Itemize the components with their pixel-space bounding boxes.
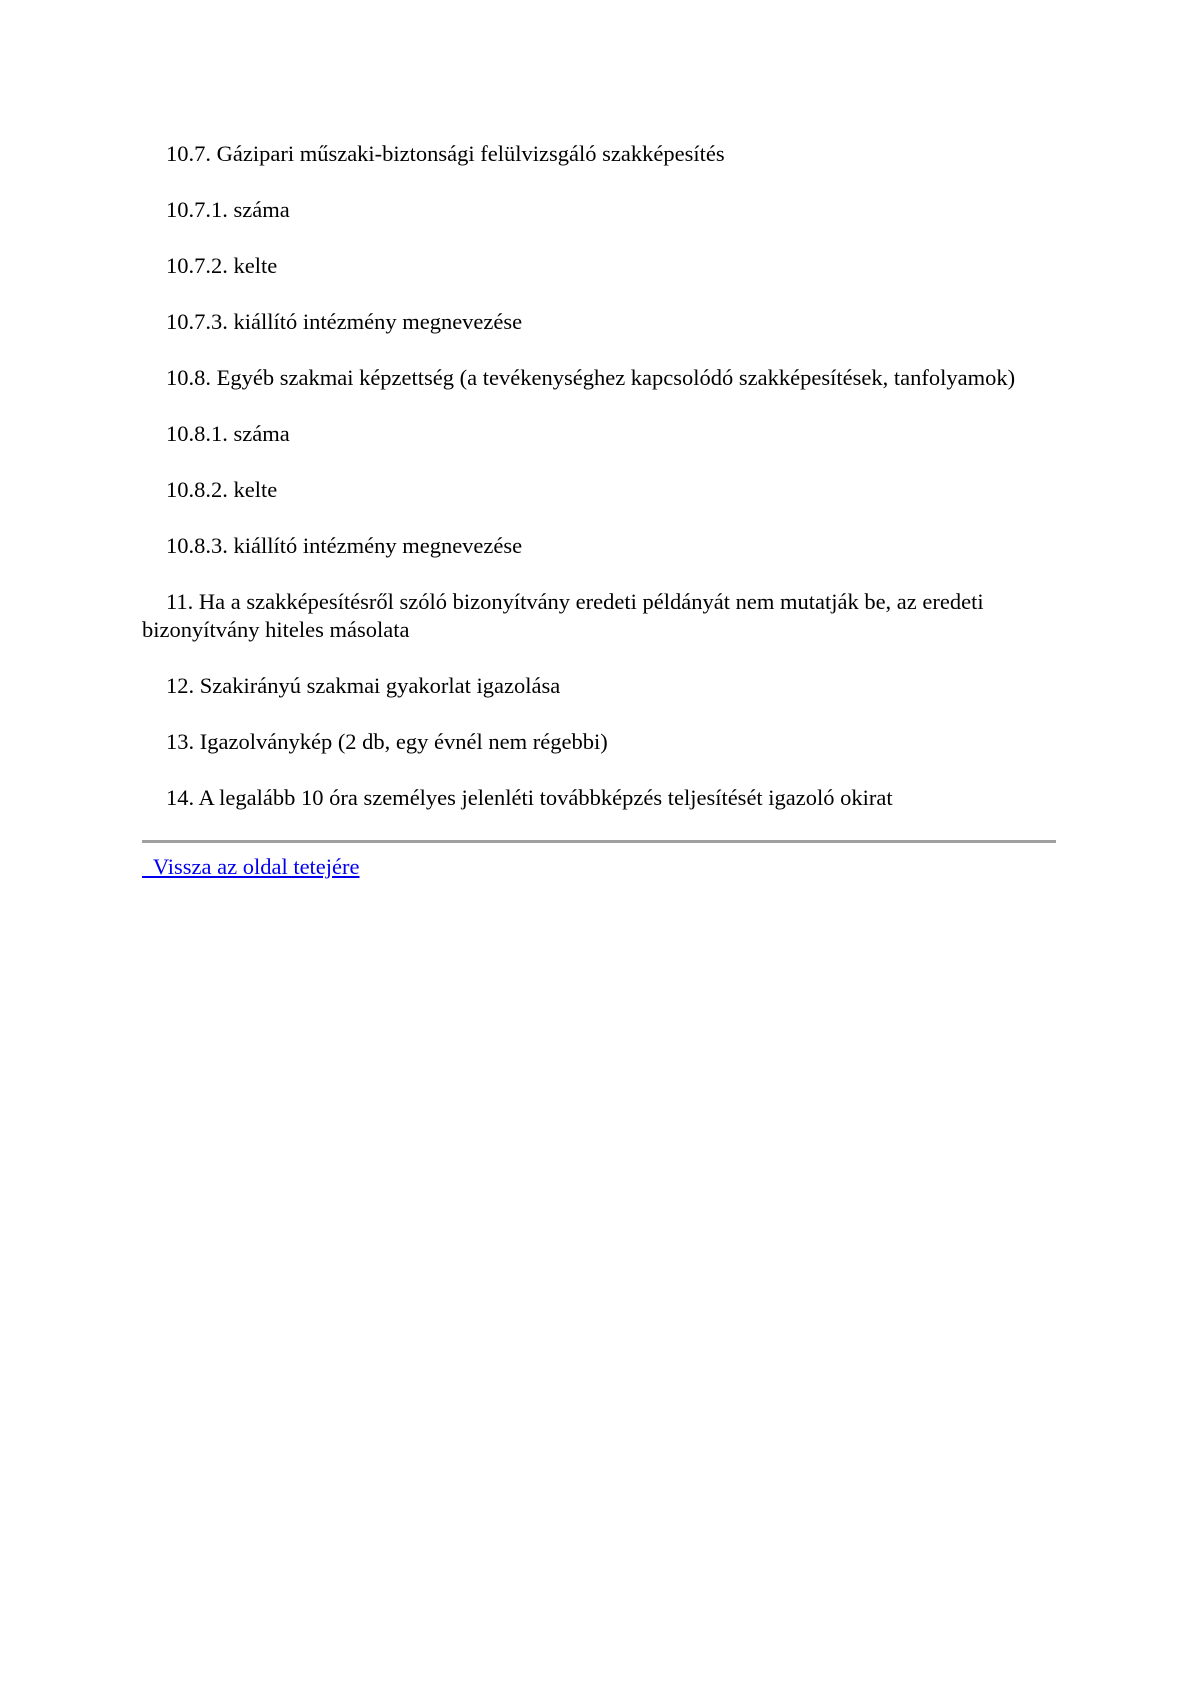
- back-to-top-link[interactable]: Vissza az oldal tetejére: [142, 854, 360, 879]
- list-item: 10.7.2. kelte: [166, 253, 278, 278]
- list-item: 10.8.2. kelte: [166, 477, 278, 502]
- list-item: 12. Szakirányú szakmai gyakorlat igazolása: [166, 673, 561, 698]
- list-item: 11. Ha a szakképesítésről szóló bizonyítvány eredeti példányát nem mutatják be, az eredeti bizonyítvány hiteles másolata: [142, 589, 984, 642]
- list-item: 10.8.1. száma: [166, 421, 290, 446]
- list-item: 10.7.3. kiállító intézmény megnevezése: [166, 309, 523, 334]
- list-item: 14. A legalább 10 óra személyes jelenléti továbbképzés teljesítését igazoló okirat: [166, 785, 893, 810]
- list-item: 10.7.1. száma: [166, 197, 290, 222]
- list-item: 13. Igazolványkép (2 db, egy évnél nem régebbi): [166, 729, 608, 754]
- document-body: [142, 140, 1056, 881]
- horizontal-divider: [142, 840, 1056, 843]
- list-item: 10.7. Gázipari műszaki-biztonsági felülvizsgáló szakképesítés: [166, 141, 725, 166]
- list-item: 10.8. Egyéb szakmai képzettség (a tevékenységhez kapcsolódó szakképesítések, tanfolyamok): [166, 365, 1016, 390]
- list-item: 10.8.3. kiállító intézmény megnevezése: [166, 533, 523, 558]
